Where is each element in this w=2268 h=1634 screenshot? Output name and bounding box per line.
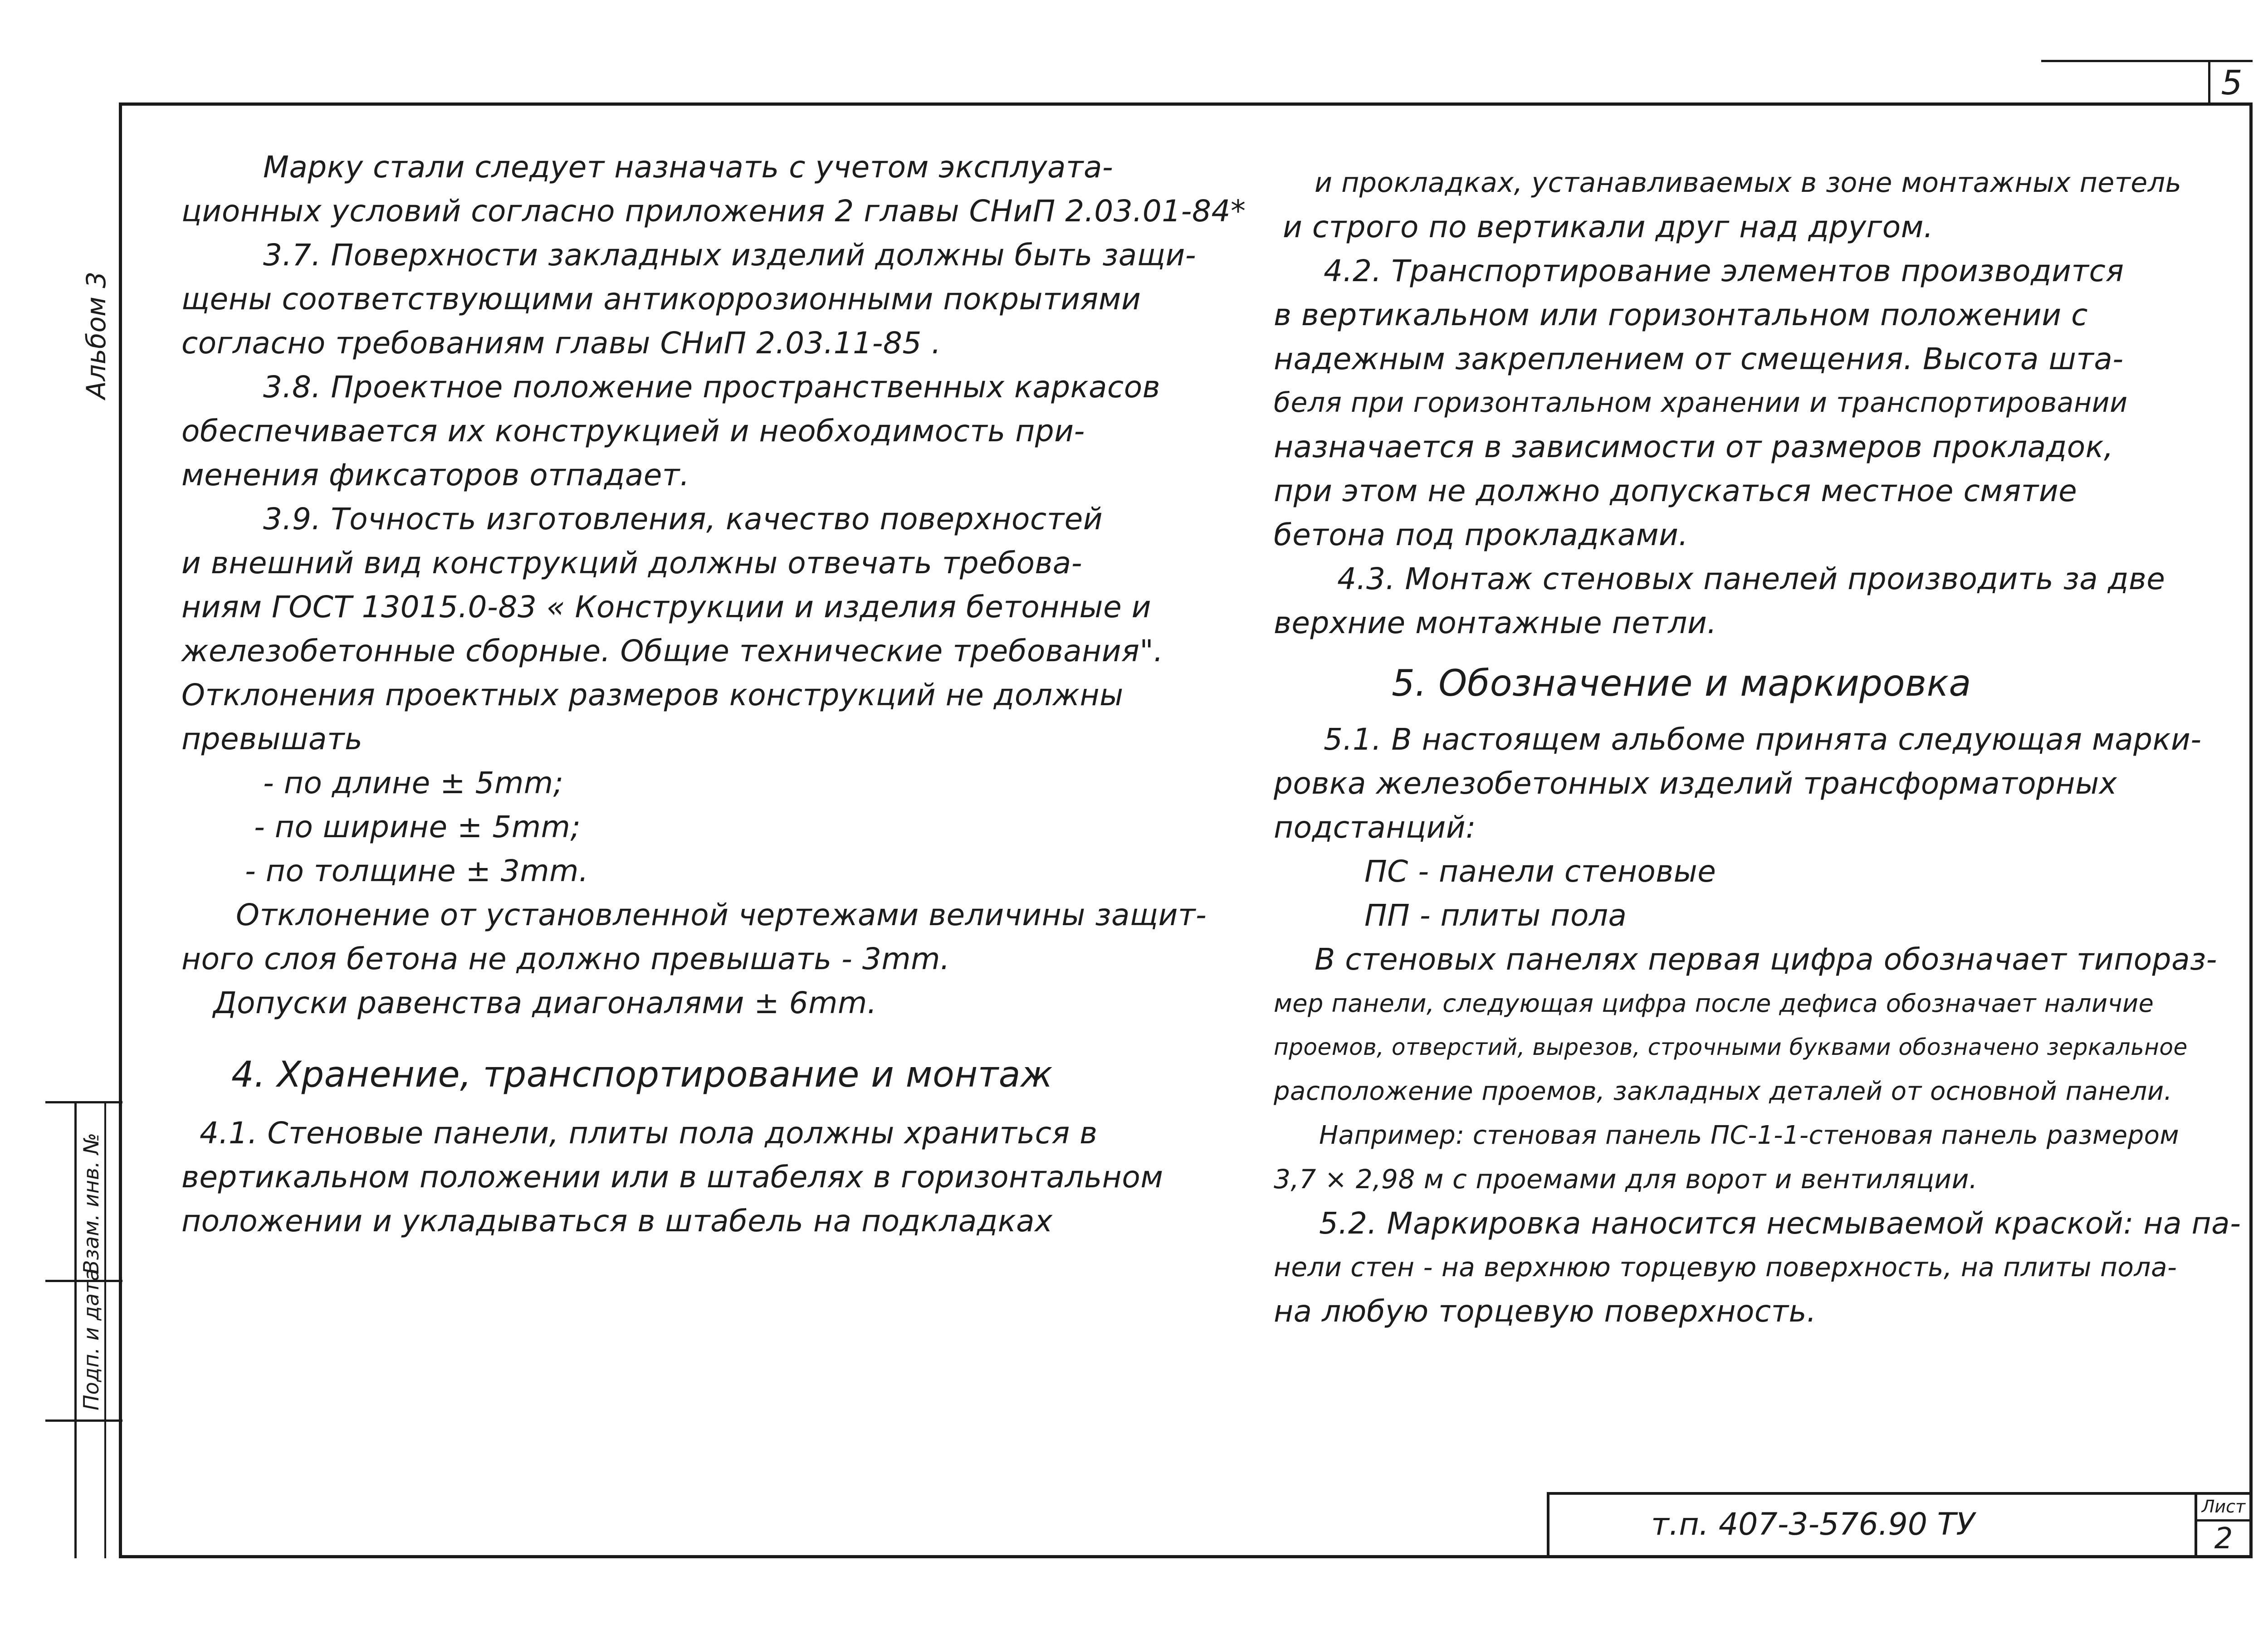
- frame-right-border: [2249, 102, 2253, 1558]
- left-column: [181, 145, 1252, 1243]
- section-heading: 4. Хранение, транспортирование и монтаж: [231, 1054, 1053, 1095]
- sheet-number: 2: [2214, 1522, 2233, 1556]
- text-line: при этом не должно допускаться местное смятие: [1274, 473, 2077, 508]
- text-line: согласно требованиям главы СНиП 2.03.11-85 .: [181, 326, 941, 361]
- binding-strip-sep3: [45, 1419, 122, 1422]
- stamp-label-2: Подп. и дата: [79, 1268, 103, 1410]
- text-line: мер панели, следующая цифра после дефиса обозначает наличие: [1274, 989, 2154, 1018]
- text-line: менения фиксаторов отпадает.: [181, 458, 690, 493]
- text-line: нели стен - на верхнюю торцевую поверхность, на плиты пола-: [1274, 1252, 2177, 1283]
- text-line: обеспечивается их конструкцией и необходимость при-: [181, 414, 1085, 449]
- text-line: - по ширине ± 5mm;: [254, 810, 581, 844]
- text-line: ниям ГОСТ 13015.0-83 « Конструкции и изделия бетонные и: [181, 590, 1152, 624]
- section-heading: 5. Обозначение и маркировка: [1392, 662, 1971, 704]
- document-designation: т.п. 407-3-576.90 ТУ: [1651, 1507, 1975, 1542]
- text-line: Марку стали следует назначать с учетом эксплуата-: [263, 150, 1114, 185]
- text-line: 4.3. Монтаж стеновых панелей производить за две: [1337, 561, 2165, 596]
- title-block-sheet-hline: [2195, 1519, 2253, 1522]
- text-line: на любую торцевую поверхность.: [1274, 1294, 1817, 1329]
- text-line: 4.2. Транспортирование элементов производится: [1324, 254, 2124, 288]
- text-line: в вертикальном или горизонтальном положении с: [1274, 298, 2088, 332]
- text-line: 3.9. Точность изготовления, качество поверхностей: [263, 502, 1103, 537]
- text-line: беля при горизонтальном хранении и транспортировании: [1274, 387, 2128, 419]
- text-line: вертикальном положении или в штабелях в горизонтальном: [181, 1160, 1163, 1195]
- frame-bottom-border: [119, 1555, 2253, 1558]
- text-line: Допуски равенства диагоналями ± 6mm.: [213, 985, 877, 1020]
- text-line: 3.7. Поверхности закладных изделий должны быть защи-: [263, 238, 1197, 273]
- text-line: и внешний вид конструкций должны отвечать требова-: [181, 546, 1083, 580]
- right-column: [1274, 161, 2244, 1333]
- binding-strip-inner: [104, 1101, 106, 1558]
- text-line: ционных условий согласно приложения 2 главы СНиП 2.03.01-84*: [181, 194, 1246, 229]
- text-line: Отклонения проектных размеров конструкций не должны: [181, 678, 1124, 712]
- text-line: верхние монтажные петли.: [1274, 605, 1717, 640]
- title-block-top: [1547, 1492, 2253, 1495]
- sheet-label: Лист: [2201, 1497, 2246, 1517]
- side-label: Альбом 3: [81, 271, 112, 399]
- text-line: превышать: [181, 722, 363, 756]
- text-line: бетона под прокладками.: [1274, 517, 1688, 552]
- text-line: ного слоя бетона не должно превышать - 3mm.: [181, 941, 950, 976]
- text-line: ровка железобетонных изделий трансформаторных: [1274, 766, 2117, 801]
- frame-left-border: [119, 102, 122, 1558]
- stamp-label-1: Взам. инв. №: [79, 1132, 103, 1274]
- text-line: 5.2. Маркировка наносится несмываемой краской: на па-: [1319, 1206, 2241, 1241]
- text-line: и прокладках, устанавливаемых в зоне монтажных петель: [1315, 167, 2182, 199]
- text-line: 5.1. В настоящем альбоме принята следующая марки-: [1324, 722, 2202, 757]
- page-box-divider: [2208, 60, 2210, 105]
- page-box-top: [2041, 60, 2253, 62]
- text-line: - по толщине ± 3mm.: [245, 854, 589, 888]
- text-line: проемов, отверстий, вырезов, строчными буквами обозначено зеркальное: [1274, 1034, 2188, 1060]
- text-line: ПС - панели стеновые: [1364, 854, 1716, 889]
- text-line: подстанций:: [1274, 810, 1476, 845]
- text-line: 4.1. Стеновые панели, плиты пола должны храниться в: [200, 1116, 1098, 1151]
- text-line: Отклонение от установленной чертежами величины защит-: [236, 897, 1207, 932]
- text-line: железобетонные сборные. Общие технические требования".: [181, 634, 1163, 668]
- text-line: расположение проемов, закладных деталей от основной панели.: [1274, 1077, 2172, 1106]
- text-line: положении и укладываться в штабель на подкладках: [181, 1204, 1053, 1239]
- text-line: Например: стеновая панель ПС-1-1-стеновая панель размером: [1319, 1121, 2180, 1150]
- title-block-left: [1547, 1492, 1549, 1558]
- text-line: 3,7 × 2,98 м с проемами для ворот и вентиляции.: [1274, 1164, 1978, 1195]
- text-line: и строго по вертикали друг над другом.: [1283, 210, 1934, 244]
- text-line: назначается в зависимости от размеров прокладок,: [1274, 429, 2114, 464]
- text-line: - по длине ± 5mm;: [263, 766, 564, 800]
- text-line: ПП - плиты пола: [1364, 898, 1627, 933]
- text-line: щены соответствующими антикоррозионными покрытиями: [181, 282, 1141, 317]
- text-line: надежным закреплением от смещения. Высота шта-: [1274, 341, 2124, 376]
- page-number: 5: [2221, 63, 2243, 102]
- binding-strip-line: [74, 1101, 77, 1558]
- frame-top-border: [119, 102, 2253, 106]
- binding-strip-sep1: [45, 1101, 122, 1103]
- title-block-sheet-divider: [2195, 1492, 2197, 1558]
- text-line: В стеновых панелях первая цифра обозначает типораз-: [1315, 942, 2217, 977]
- text-line: 3.8. Проектное положение пространственных каркасов: [263, 370, 1161, 405]
